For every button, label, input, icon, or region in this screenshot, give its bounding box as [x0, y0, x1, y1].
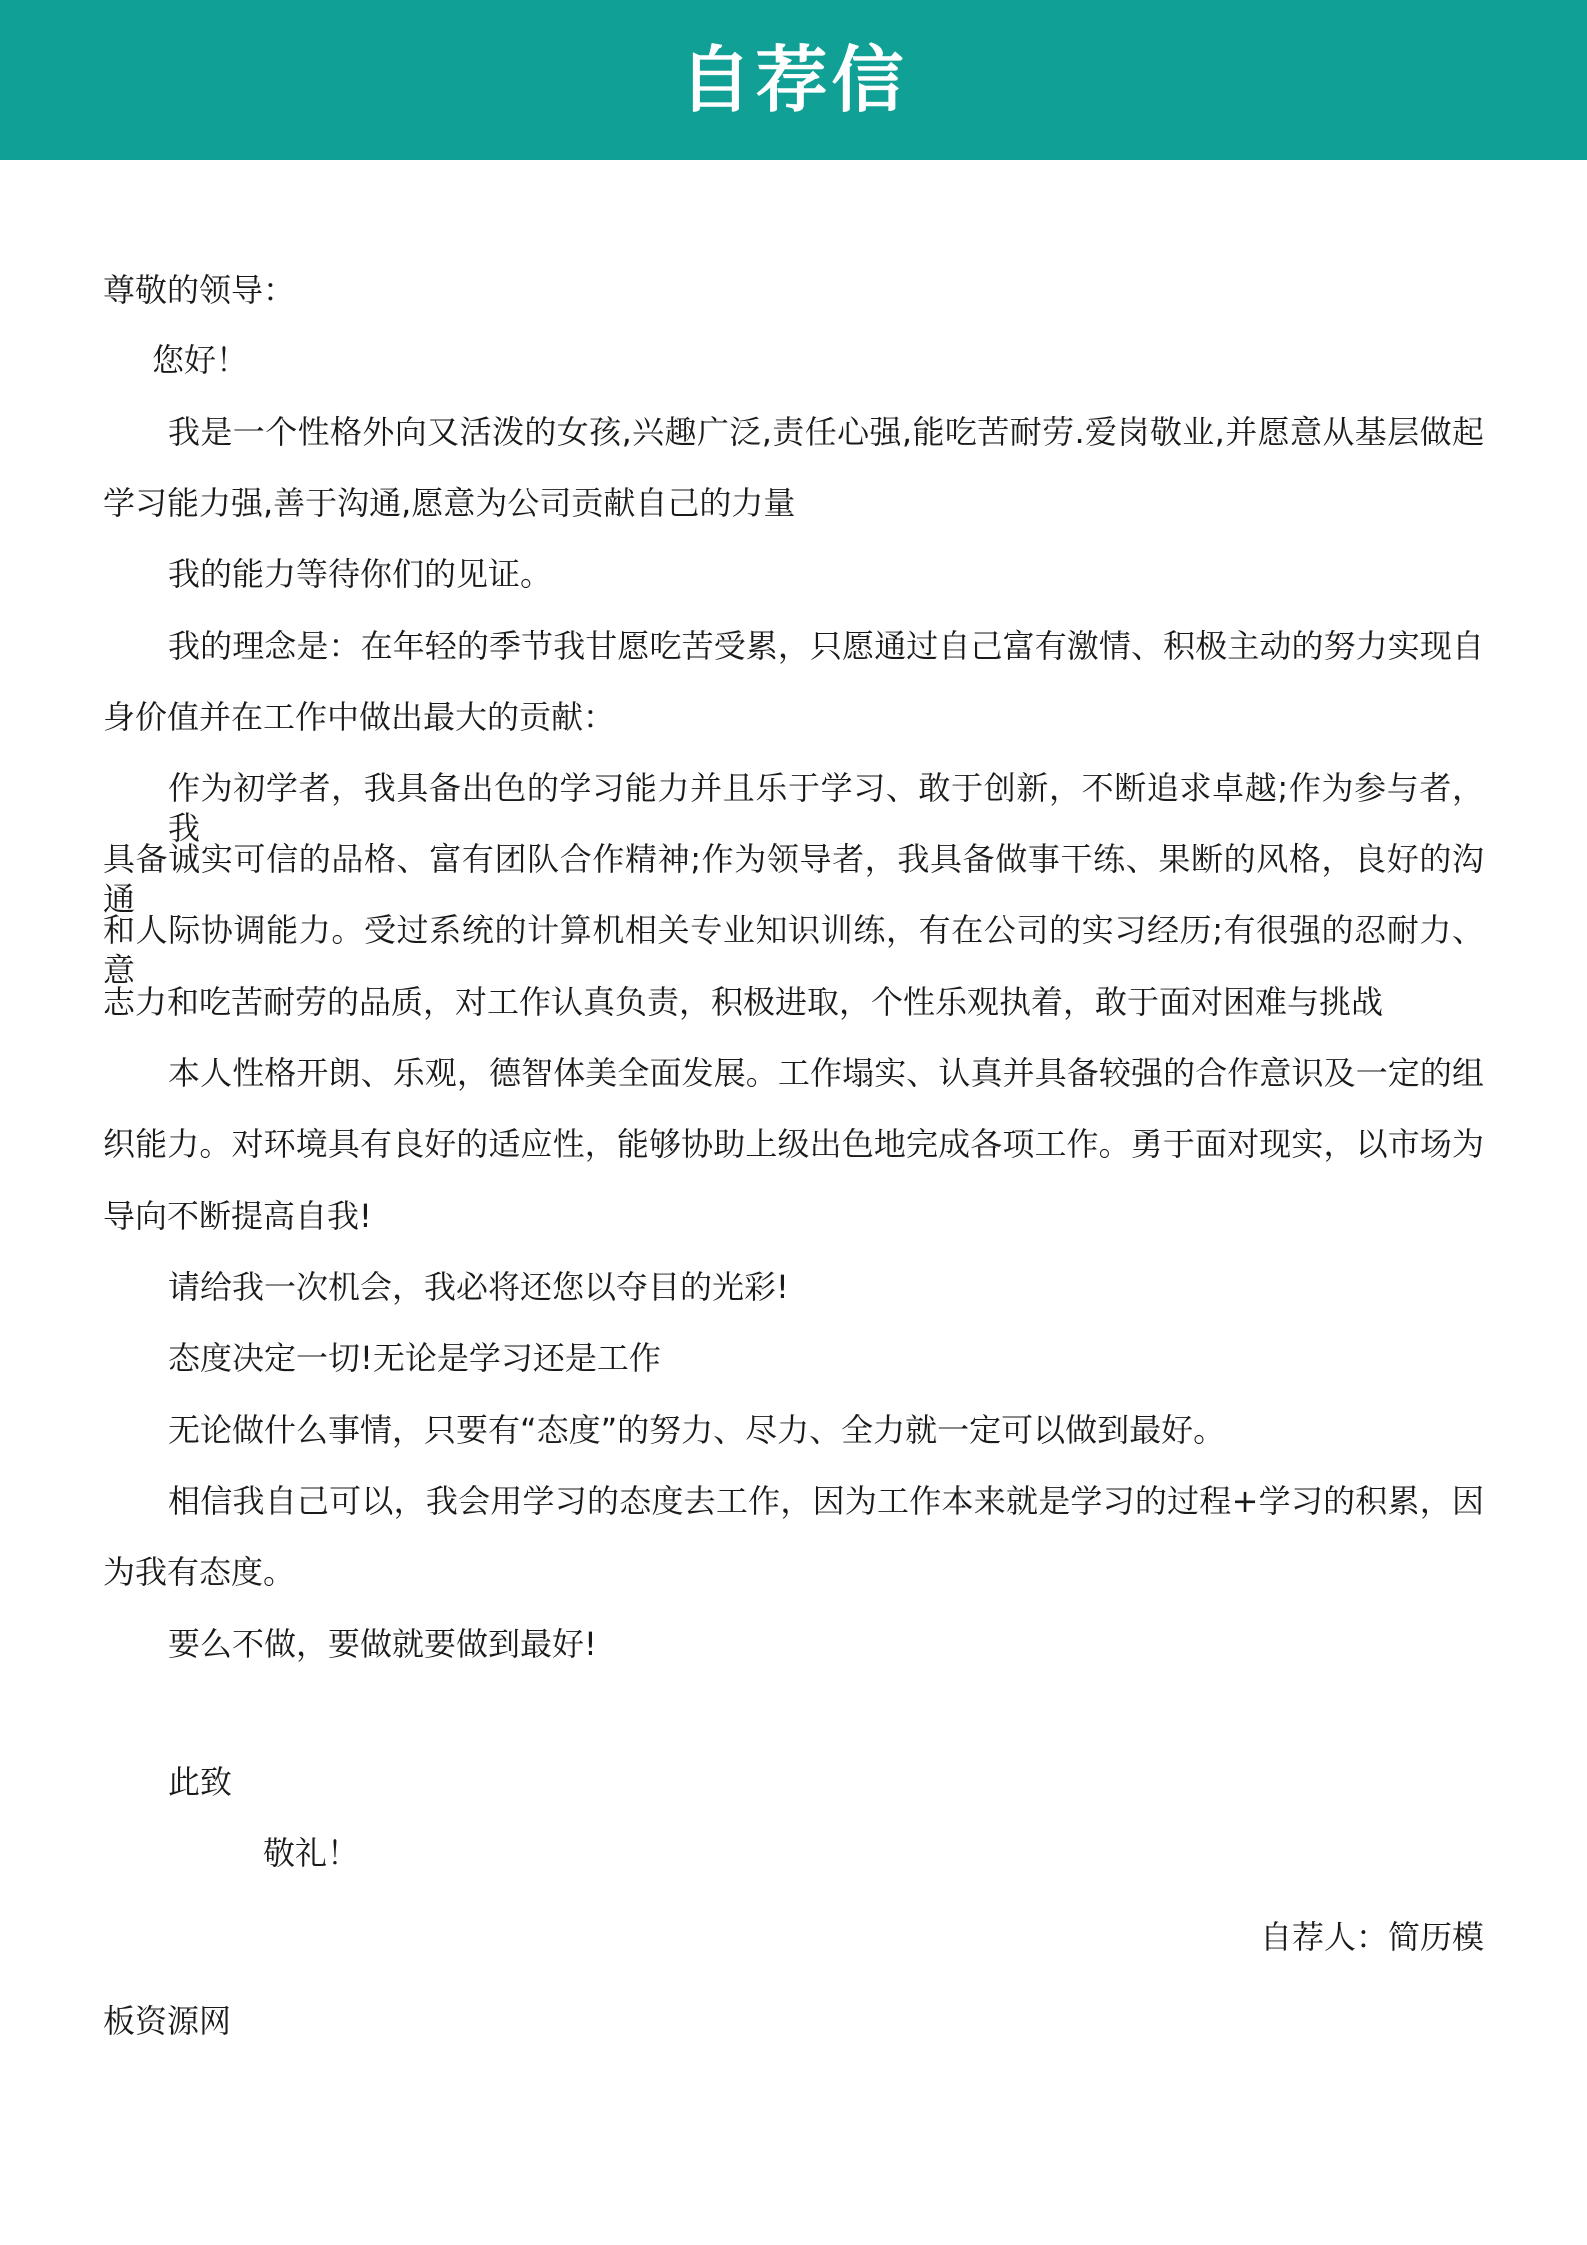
page-title: 自荐信: [679, 38, 908, 122]
paragraph-9-line-2: 为我有态度。: [103, 1553, 296, 1591]
paragraph-5-line-2: 织能力。对环境具有良好的适应性，能够协助上级出色地完成各项工作。勇于面对现实，以市场为: [103, 1125, 1484, 1163]
paragraph-1-line-2: 学习能力强,善于沟通,愿意为公司贡献自己的力量: [103, 484, 796, 522]
paragraph-5-line-3: 导向不断提高自我!: [103, 1197, 372, 1235]
paragraph-1-line-1: 我是一个性格外向又活泼的女孩,兴趣广泛,责任心强,能吃苦耐劳.爱岗敬业,并愿意从基层做起: [168, 413, 1484, 451]
paragraph-2-line-1: 我的能力等待你们的见证。: [168, 555, 553, 593]
regards: 敬礼！: [263, 1834, 360, 1872]
salutation: 尊敬的领导：: [103, 271, 296, 309]
greeting: 您好！: [152, 341, 249, 379]
paragraph-7-line-1: 态度决定一切!无论是学习还是工作: [168, 1339, 661, 1377]
paragraph-8-line-1: 无论做什么事情，只要有“态度”的努力、尽力、全力就一定可以做到最好。: [168, 1411, 1226, 1449]
paragraph-4-line-2: 具备诚实可信的品格、富有团队合作精神;作为领导者，我具备做事干练、果断的风格，良好的沟通: [103, 840, 1484, 918]
paragraph-6-line-1: 请给我一次机会，我必将还您以夺目的光彩!: [168, 1268, 789, 1306]
paragraph-5-line-1: 本人性格开朗、乐观，德智体美全面发展。工作塌实、认真并具备较强的合作意识及一定的组: [168, 1054, 1484, 1092]
signature: 自荐人：简历模: [1259, 1918, 1484, 1956]
paragraph-4-line-1: 作为初学者，我具备出色的学习能力并且乐于学习、敢于创新，不断追求卓越;作为参与者，我: [168, 769, 1484, 847]
paragraph-4-line-3: 和人际协调能力。受过系统的计算机相关专业知识训练，有在公司的实习经历;有很强的忍耐力、意: [103, 911, 1484, 989]
paragraph-3-line-1: 我的理念是：在年轻的季节我甘愿吃苦受累，只愿通过自己富有激情、积极主动的努力实现自: [168, 627, 1484, 665]
signature-continuation: 板资源网: [103, 2002, 232, 2040]
closing: 此致: [168, 1763, 233, 1801]
header-bar: [0, 0, 1587, 160]
paragraph-4-line-4: 志力和吃苦耐劳的品质，对工作认真负责，积极进取，个性乐观执着，敢于面对困难与挑战: [103, 983, 1384, 1021]
paragraph-10-line-1: 要么不做，要做就要做到最好!: [168, 1625, 597, 1663]
paragraph-3-line-2: 身价值并在工作中做出最大的贡献：: [103, 698, 616, 736]
paragraph-9-line-1: 相信我自己可以，我会用学习的态度去工作，因为工作本来就是学习的过程+学习的积累，因: [168, 1482, 1484, 1520]
